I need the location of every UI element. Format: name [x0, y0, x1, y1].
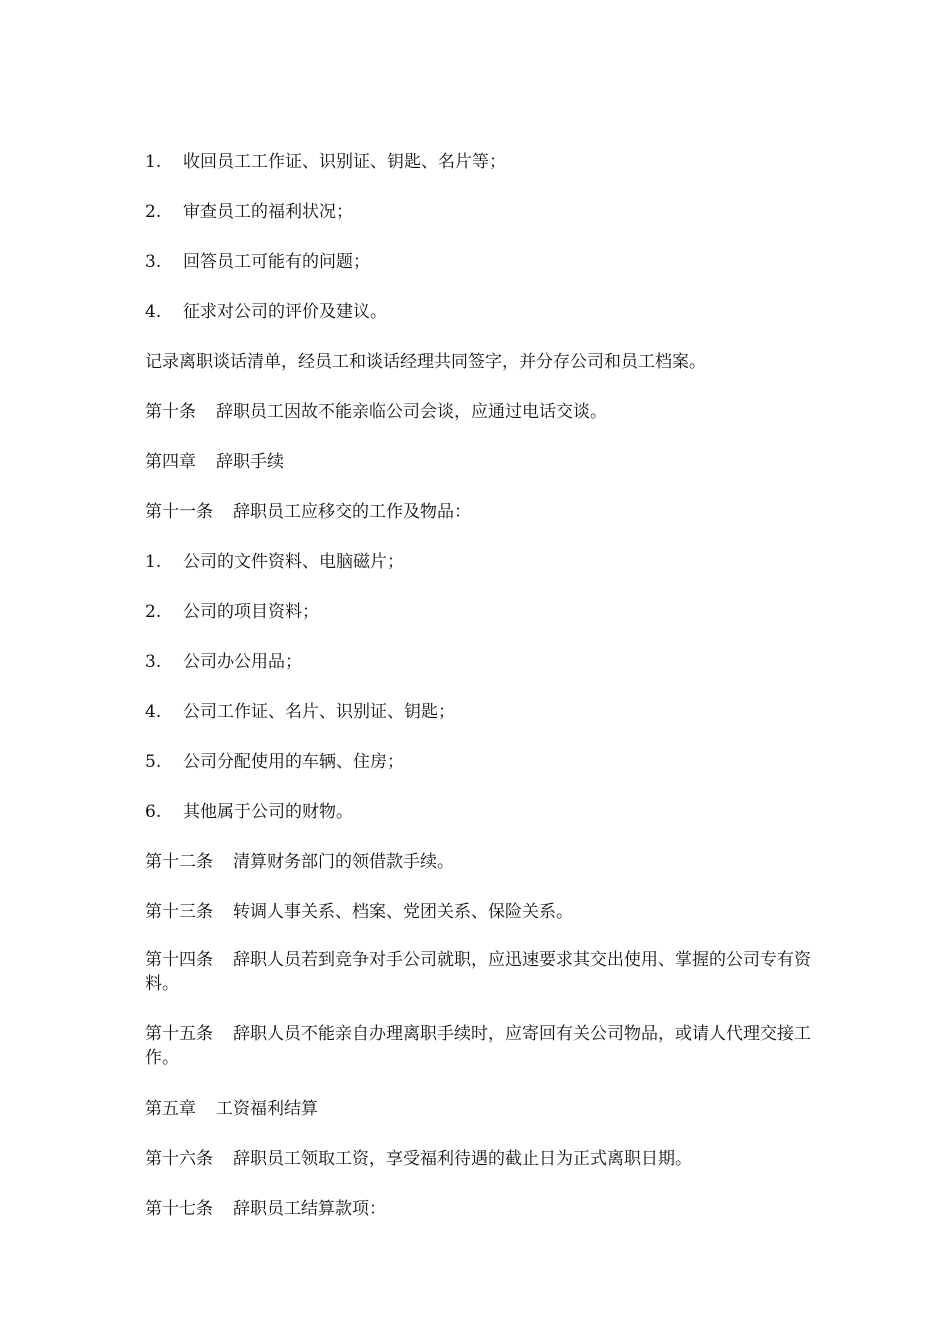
list-number: 1. [145, 552, 162, 572]
article-text: 辞职员工因故不能亲临公司会谈，应通过电话交谈。 [216, 402, 607, 422]
list-number: 5. [145, 752, 162, 772]
article-13 [145, 900, 815, 924]
chapter-title: 辞职手续 [216, 452, 284, 472]
article-17 [145, 1197, 815, 1221]
list-item [145, 250, 815, 274]
article-label: 第十四条 [145, 950, 213, 970]
list-item [145, 200, 815, 224]
list-item [145, 150, 815, 174]
list-item [145, 650, 815, 674]
list-text: 公司工作证、名片、识别证、钥匙； [183, 702, 455, 722]
list-number: 3. [145, 252, 162, 272]
chapter-label: 第四章 [145, 452, 196, 472]
chapter-4-heading [145, 450, 815, 474]
list-item [145, 750, 815, 774]
article-text: 辞职员工应移交的工作及物品： [233, 502, 471, 522]
article-label: 第十一条 [145, 502, 213, 522]
list-text: 回答员工可能有的问题； [183, 252, 370, 272]
article-label: 第十七条 [145, 1199, 213, 1219]
list-text: 公司办公用品； [183, 652, 302, 672]
chapter-5-heading [145, 1097, 815, 1121]
list-item [145, 800, 815, 824]
list-text: 征求对公司的评价及建议。 [183, 302, 387, 322]
chapter-title: 工资福利结算 [216, 1099, 318, 1119]
list-number: 6. [145, 802, 162, 822]
article-text: 辞职员工结算款项： [233, 1199, 386, 1219]
article-11 [145, 500, 815, 524]
article-text: 转调人事关系、档案、党团关系、保险关系。 [233, 902, 573, 922]
article-12 [145, 850, 815, 874]
article-16 [145, 1147, 815, 1171]
list-number: 3. [145, 652, 162, 672]
article-label: 第十条 [145, 402, 196, 422]
article-text: 辞职人员不能亲自办理离职手续时，应寄回有关公司物品，或请人代理交接工作。 [145, 1024, 811, 1068]
list-item [145, 700, 815, 724]
article-label: 第十六条 [145, 1149, 213, 1169]
list-text: 收回员工工作证、识别证、钥匙、名片等； [183, 152, 506, 172]
article-text: 辞职员工领取工资，享受福利待遇的截止日为正式离职日期。 [233, 1149, 692, 1169]
list-number: 2. [145, 202, 162, 222]
article-15 [145, 1022, 815, 1070]
article-text: 清算财务部门的领借款手续。 [233, 852, 454, 872]
list-text: 公司的文件资料、电脑磁片； [183, 552, 404, 572]
article-label: 第十三条 [145, 902, 213, 922]
list-text: 其他属于公司的财物。 [183, 802, 353, 822]
article-text: 辞职人员若到竞争对手公司就职，应迅速要求其交出使用、掌握的公司专有资料。 [145, 950, 811, 994]
list-text: 公司的项目资料； [183, 602, 319, 622]
chapter-label: 第五章 [145, 1099, 196, 1119]
article-label: 第十二条 [145, 852, 213, 872]
list-number: 4. [145, 302, 162, 322]
list-item [145, 600, 815, 624]
list-text: 公司分配使用的车辆、住房； [183, 752, 404, 772]
list-item [145, 550, 815, 574]
record-note: 记录离职谈话清单，经员工和谈话经理共同签字，并分存公司和员工档案。 [145, 352, 706, 372]
list-number: 1. [145, 152, 162, 172]
list-number: 2. [145, 602, 162, 622]
article-14 [145, 948, 815, 996]
list-text: 审查员工的福利状况； [183, 202, 353, 222]
list-number: 4. [145, 702, 162, 722]
list-item [145, 300, 815, 324]
article-10 [145, 400, 815, 424]
article-label: 第十五条 [145, 1024, 213, 1044]
